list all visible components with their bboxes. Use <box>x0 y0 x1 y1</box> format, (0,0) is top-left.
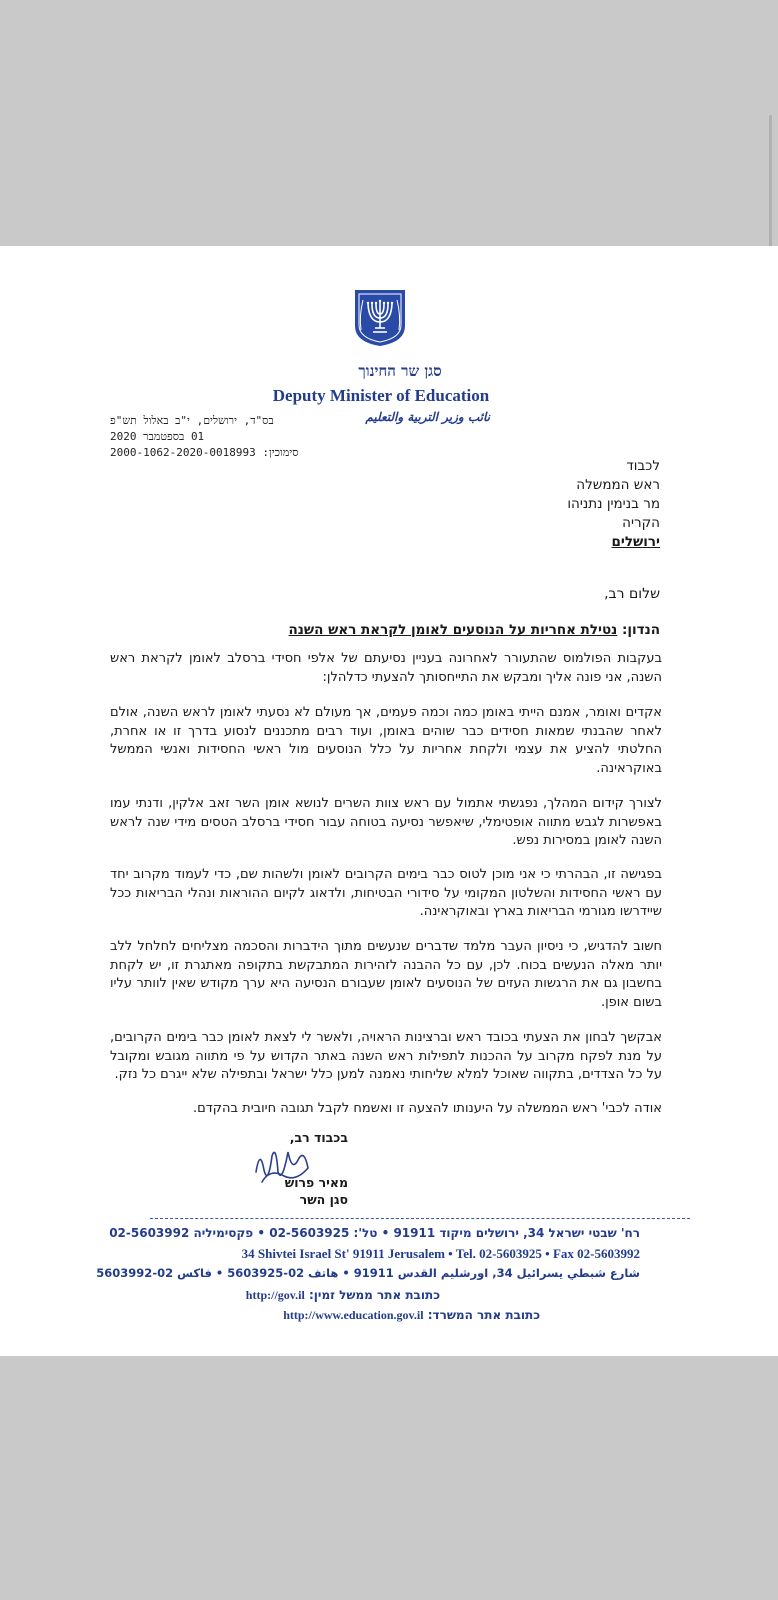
body-paragraph: בפגישה זו, הבהרתי כי אני מוכן לטוס כבר בימים הקרובים לאומן ולשהות שם, כדי לעמוד מקרוב יחד עם ראשי החסידות והשלטון המקומי על סידורי הבטיחות, ולדאוג לקיום ההוראות ונהלי הבריאות ככל שיידרשו מגורמי הבריאות בארץ ובאוקראינה. <box>110 867 662 919</box>
recipient-line: ראש הממשלה <box>576 477 660 493</box>
subject-label: הנדון: <box>622 622 660 638</box>
body-paragraph: אודה לכבי' ראש הממשלה על היענותו להצעה זו ואשמח לקבל תגובה חיובית בהקדם. <box>192 1101 662 1116</box>
body-paragraph: אקדים ואומר, אמנם הייתי באומן כמה וכמה פעמים, אך מעולם לא נסעתי לאומן לראש השנה, אולם לאחר שהבנתי שמאות חסידים כבר שוהים באומן, ועוד רבים מתכננים לנסוע בדרך זו או אחרת, החלטתי להציע את עצמי ולקחת אחריות על כלל הנוסעים מול ראשי החסידות ואנשי הממשל באוקראינה. <box>110 705 662 776</box>
footer-divider <box>150 1218 690 1219</box>
footer-address-english: 34 Shivtei Israel St' 91911 Jerusalem • Tel. 02-5603925 • Fax 02-5603992 <box>241 1246 640 1261</box>
gov-site-row <box>120 1288 440 1303</box>
body-paragraph: אבקשך לבחון את הצעתי בכובד ראש וברצינות הראויה, ולאשר לי לצאת לאומן כבר בימים הקרובים, על מנת לפקח מקרוב על ההכנות לתפילות ראש השנה באתר הקדוש על פי מתווה מגובש ומקובל על כל הצדדים, בתקווה שאוכל למלא שליחותי נאמנה למען כלל ישראל ובתפילה שלא ייגרם כל נזק. <box>110 1030 662 1082</box>
recipient-line: לכבוד <box>626 458 660 474</box>
gregorian-date: 01 בספטמבר 2020 <box>110 430 205 443</box>
signature-title: סגן השר <box>299 1192 348 1207</box>
body-paragraph: חשוב להדגיש, כי ניסיון העבר מלמד שדברים שנעשים מתוך הידברות והסכמה מצליחים לחלחל ללב יותר מאלה הנעשים בכוח. לכן, עם כל ההבנה לזהירות המתבקשת בתקופה מאתגרת זו, יש לקחת בחשבון גם את הרגשות העזים של הנוסעים לאומן שעבורם הנסיעה היא ערך מקודש שאין לוותר עליו בשום אופן. <box>110 939 662 1010</box>
body-paragraph: בעקבות הפולמוס שהתעורר לאחרונה בעניין נסיעתם של אלפי חסידי ברסלב לאומן לקראת ראש השנה, אני פונה אליך ומבקש את התייחסותך להצעתי כדלהלן: <box>110 651 662 685</box>
ministry-site-row <box>120 1308 540 1323</box>
letterhead-title-hebrew: סגן שר החינוך <box>358 362 442 380</box>
letter-page <box>0 246 778 1356</box>
letterhead-title-arabic: نائب وزير التربية والتعليم <box>365 410 490 424</box>
gov-site-label: כתובת אתר ממשל זמין: <box>309 1288 440 1302</box>
recipient-line: מר בנימין נתניהו <box>567 496 660 512</box>
subject-text: נטילת אחריות על הנוסעים לאומן לקראת ראש השנה <box>288 622 618 638</box>
handwritten-signature <box>248 1142 318 1190</box>
footer-address-hebrew: רח' שבטי ישראל 34, ירושלים מיקוד 91911 • טל': 02-5603925 • פקסימיליה 02-5603992 <box>109 1226 640 1240</box>
greeting: שלום רב, <box>604 586 660 602</box>
footer-address-arabic: شارع شبطي يسرائيل 34, اورشليم القدس 91911 • هاتف 02-5603925 • فاكس 02-5603992 <box>96 1266 640 1280</box>
body-paragraph: לצורך קידום המהלך, נפגשתי אתמול עם ראש צוות השרים לנושא אומן השר זאב אלקין, ודנתי עמו באפשרות לגבש מתווה אופטימלי, שיאפשר נסיעה בטוחה עבור חסידי ברסלב הטסים מידי שנה לראש השנה לאומן במסירות נפש. <box>110 796 662 848</box>
gov-site-link[interactable]: http://gov.il <box>245 1288 305 1302</box>
subject-line <box>289 622 660 638</box>
letterhead-title-english: Deputy Minister of Education <box>272 386 490 405</box>
signature-name: מאיר פרוש <box>284 1175 348 1190</box>
hebrew-date: בס"ד, ירושלים, י"ב באלול תש"פ <box>110 414 274 427</box>
recipient-line: הקריה <box>622 515 660 531</box>
ministry-site-label: כתובת אתר המשרד: <box>427 1308 540 1322</box>
state-emblem-icon <box>349 286 411 348</box>
reference-number: סימוכין: 2000-1062-2020-0018993 <box>110 446 299 459</box>
recipient-city: ירושלים <box>611 534 660 550</box>
signature-closing: בכבוד רב, <box>289 1130 348 1145</box>
ministry-site-link[interactable]: http://www.education.gov.il <box>283 1308 424 1322</box>
